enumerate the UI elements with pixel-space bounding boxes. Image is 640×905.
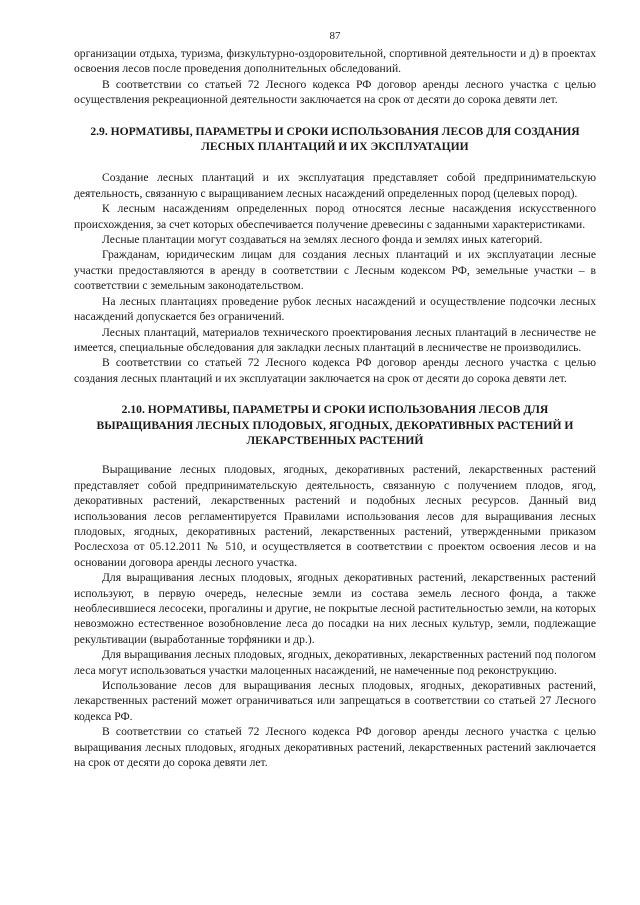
section-2-10-paragraph-2: Для выращивания лесных плодовых, ягодных декоративных растений, лекарственных растений используют, в первую очередь, нелесные земли из состава земель лесного фонда, а также необлесившиеся лесосеки, прогалины и другие, не покрытые лесной растительностью земли, на которых невозможно естественное возобновление леса до посадки на них лесных культур, земли, подлежащие рекультивации (выработанные торфяники и др.). <box>74 571 597 646</box>
intro-paragraph-1: организации отдыха, туризма, физкультурно-оздоровительной, спортивной деятельности и д) в проектах освоения лесов после проведения дополнительных обследований. <box>74 47 596 76</box>
section-2-9-paragraph-5: На лесных плантациях проведение рубок лесных насаждений и осуществление подсочки лесных насаждений допускается без ограничений. <box>74 294 596 324</box>
section-2-10-heading: 2.10. НОРМАТИВЫ, ПАРАМЕТРЫ И СРОКИ ИСПОЛЬЗОВАНИЯ ЛЕСОВ ДЛЯ ВЫРАЩИВАНИЯ ЛЕСНЫХ ПЛОДОВЫХ, ЯГОДНЫХ, ДЕКОРАТИВНЫХ РАСТЕНИЙ И ЛЕКАРСТВЕННЫХ РАСТЕНИЙ <box>96 403 574 447</box>
section-2-9-paragraph-6: Лесных плантаций, материалов технического проектирования лесных плантаций в лесничестве не имеется, специальные обследования для закладки лесных плантаций в лесничестве не производились. <box>74 325 596 354</box>
section-2-10-paragraph-4: Использование лесов для выращивания лесных плодовых, ягодных, декоративных растений, лекарственных растений может ограничиваться или запрещаться в соответствии со статьей 27 Лесного кодекса РФ. <box>74 679 596 723</box>
section-2-9-heading: 2.9. НОРМАТИВЫ, ПАРАМЕТРЫ И СРОКИ ИСПОЛЬЗОВАНИЯ ЛЕСОВ ДЛЯ СОЗДАНИЯ ЛЕСНЫХ ПЛАНТАЦИЙ И ИХ ЭКСПЛУАТАЦИИ <box>90 124 580 154</box>
page-number: 87 <box>329 30 341 42</box>
section-2-10-paragraph-5: В соответствии со статьей 72 Лесного кодекса РФ договор аренды лесного участка с целью выращивания лесных плодовых, ягодных декоративных растений, лекарственных растений заключается на срок от десяти до сорока девяти лет. <box>74 725 596 770</box>
section-2-9-paragraph-1: Создание лесных плантаций и их эксплуатация представляет собой предпринимательскую деятельность, связанную с выращиванием лесных насаждений определенных пород (целевых пород). <box>74 171 596 200</box>
intro-paragraph-2: В соответствии со статьей 72 Лесного кодекса РФ договор аренды лесного участка с целью осуществления рекреационной деятельности заключается на срок от десяти до сорока девяти лет. <box>74 77 596 107</box>
section-2-9-paragraph-4: Гражданам, юридическим лицам для создания лесных плантаций и их эксплуатации лесные участки предоставляются в аренду в соответствии с Лесным кодексом РФ, земельные участки – в соответствии с земельным законодательством. <box>74 248 596 293</box>
section-2-9-paragraph-7: В соответствии со статьей 72 Лесного кодекса РФ договор аренды лесного участка с целью создания лесных плантаций и их эксплуатации заключается на срок от десяти до сорока девяти лет. <box>74 356 596 385</box>
section-2-10-paragraph-1: Выращивание лесных плодовых, ягодных, декоративных растений, лекарственных растений представляет собой предпринимательскую деятельность, связанную с получением плодов, ягод, декоративных растений, лекарственных растений и подобных лесных ресурсов. Данный вид использования лесов регламентируется Правилами использования лесов для выращивания лесных плодовых, ягодных, декоративных растений, лекарственных растений, утвержденными приказом Рослесхоза от 05.12.2011 № 510, и осуществляется в соответствии с проектом освоения лесов и на основании договора аренды лесного участка. <box>74 463 596 569</box>
section-2-10-paragraph-3: Для выращивания лесных плодовых, ягодных, декоративных, лекарственных растений под пологом леса могут использоваться участки малоценных насаждений, не намеченные под реконструкцию. <box>74 648 596 677</box>
section-2-9-paragraph-3: Лесные плантации могут создаваться на землях лесного фонда и землях иных категорий. <box>102 233 543 247</box>
section-2-9-paragraph-2: К лесным насаждениям определенных пород относятся лесные насаждения искусственного происхождения, за счет которых обеспечивается получение древесины с заданными характеристиками. <box>74 202 596 231</box>
